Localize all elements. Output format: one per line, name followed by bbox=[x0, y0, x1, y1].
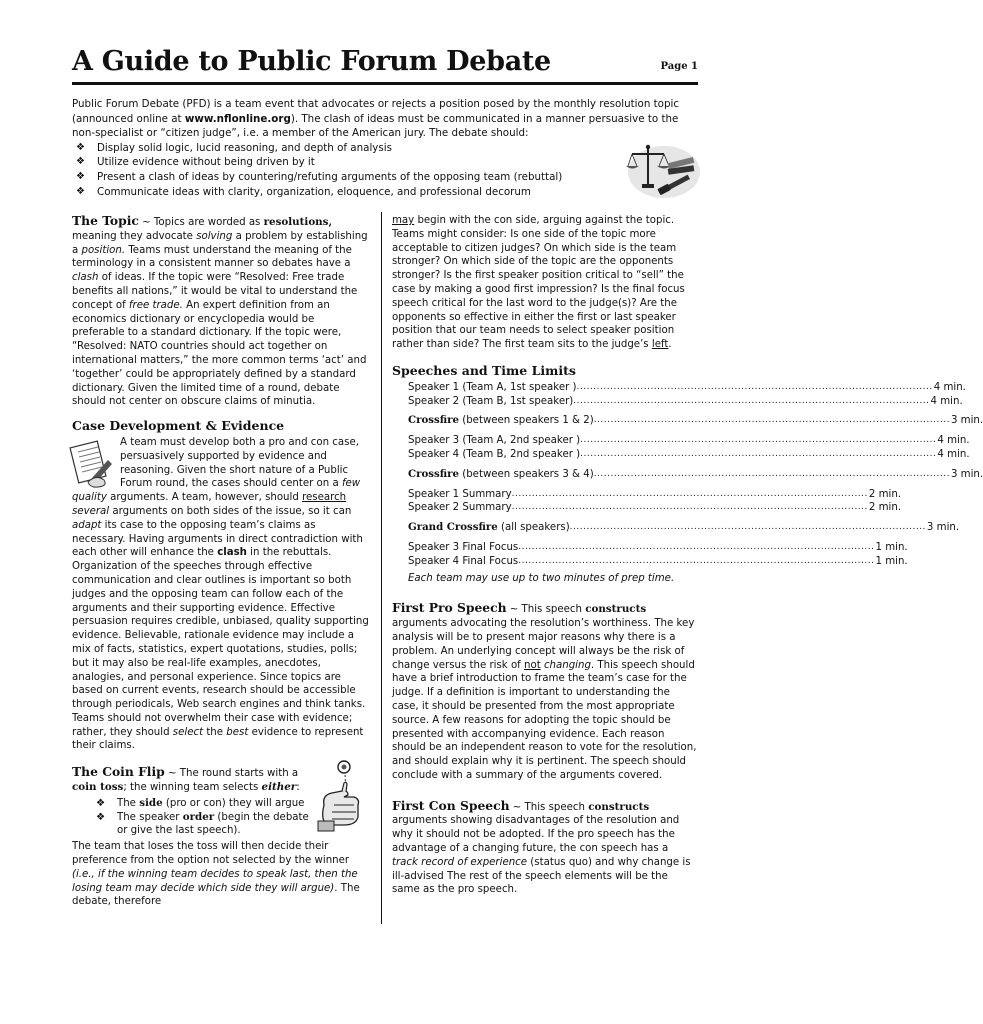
body-text: The speaker bbox=[117, 811, 183, 823]
page-header bbox=[72, 46, 698, 82]
speech-label-text: Speaker 3 (Team A, 2nd speaker ) bbox=[408, 435, 581, 447]
bullet-text: Utilize evidence without being driven by it bbox=[97, 156, 315, 169]
body-text: An expert definition from an economics dictionary or encyclopedia would be preferable to a standard dictionary. If the topic were, “Resolved: NATO countries should act together on international matters,” the more common terms ‘act’ and ‘together’ could be appropriately defined by a standard dictionary. Given the limited time of a round, debate should not center on obscure claims of minutia. bbox=[72, 299, 367, 408]
italic-term: select bbox=[172, 726, 204, 738]
body-text: . The debate, therefore bbox=[72, 882, 360, 908]
body-text: . This speech should have a brief introduction to frame the team’s case for the judge. If a definition is important to understanding the case, it should be presented from the most appropriate source. A few reasons for adopting the topic should be presented with accompanying evidence. Each reason should be an independent reason to vote for the resolution, and should explain why it is pertinent. The speech should conclude with a summary of the arguments covered. bbox=[392, 659, 697, 781]
italic-term: track record of experience bbox=[392, 856, 528, 868]
left-column bbox=[72, 214, 370, 909]
speech-label bbox=[408, 555, 518, 569]
body-text: (pro or con) they will argue bbox=[162, 797, 305, 809]
topic-heading: The Topic bbox=[72, 213, 139, 228]
header-rule bbox=[72, 82, 698, 85]
coin-flip-section bbox=[72, 765, 370, 909]
intro-bullet-list bbox=[72, 141, 684, 199]
heading-tilde: ~ bbox=[509, 801, 525, 813]
speech-label-text: Speaker 2 (Team B, 1st speaker) bbox=[408, 395, 574, 407]
bullet-icon: ❖ bbox=[76, 141, 85, 153]
bullet-text: Communicate ideas with clarity, organization, eloquence, and professional decorum bbox=[97, 185, 531, 198]
first-con-paragraph bbox=[392, 799, 697, 898]
first-con-section bbox=[392, 799, 697, 898]
body-text: of ideas. If the topic were “Resolved: Free trade benefits all nations,” it would be vital to understand the concept of bbox=[72, 272, 358, 311]
italic-term: position. bbox=[81, 244, 126, 256]
speech-time-row bbox=[408, 395, 963, 409]
case-development-heading: Case Development & Evidence bbox=[72, 418, 285, 434]
first-pro-section bbox=[392, 601, 697, 782]
body-text: arguments on both sides of the issue, so it can bbox=[109, 505, 352, 517]
body-text: the bbox=[203, 726, 227, 738]
speech-label bbox=[408, 381, 577, 395]
body-text: arguments showing disadvantages of the resolution and why it should not be adopted. If the pro speech has the advantage of a changing future, the con speech has a bbox=[392, 815, 680, 855]
speech-time: 4 min. bbox=[930, 395, 963, 407]
body-text: . bbox=[668, 339, 672, 351]
dot-leader: .......................................................................................................... bbox=[580, 435, 937, 446]
dot-leader: .......................................................................................................... bbox=[576, 381, 933, 392]
italic-term: several bbox=[72, 505, 110, 517]
speech-times-list bbox=[408, 381, 983, 569]
dot-leader: .......................................................................................................... bbox=[518, 541, 875, 552]
body-text: The bbox=[117, 797, 140, 809]
speech-label-text: (between speakers 3 & 4) bbox=[459, 468, 594, 480]
underlined-term: research bbox=[302, 492, 347, 504]
intro-text: ). The clash of ideas must be communicated in a manner persuasive to the non-specialist or “citizen judge”, i.e. a member of the American jury. The debate should: bbox=[72, 112, 679, 140]
body-text: begin with the con side, arguing against the topic. Teams might consider: Is one side of the topic more acceptable to citizen judges? On which side is the team stronger? On which side of the topic are the opponents stronger? Is the first speaker position critical to “sell” the case by making a good first impression? Is the final focus speech critical for the last word to the judge(s)? Are the opponents so effective in either the first or last speaker position that our team needs to select speaker position rather than side? The first team sits to the judge’s bbox=[392, 215, 685, 351]
dot-leader: .......................................................................................................... bbox=[518, 555, 875, 566]
underlined-term: not bbox=[524, 659, 541, 671]
speech-label-text: Speaker 1 (Team A, 1st speaker ) bbox=[408, 381, 577, 393]
body-text: A team must develop both a pro and con case, persuasively supported by evidence and reasoning. Given the short nature of a Public Forum round, the cases should center on a bbox=[120, 436, 359, 490]
heading-tilde: ~ bbox=[138, 217, 154, 228]
body-text: The team that loses the toss will then decide their preference from the option not selected by the winner bbox=[72, 841, 350, 867]
speech-time: 4 min. bbox=[937, 435, 970, 447]
column-divider bbox=[381, 212, 382, 924]
bold-term: constructs bbox=[588, 800, 650, 813]
body-text: Teams must understand the meaning of the terminology in a consistent manner so debates have a bbox=[72, 244, 352, 270]
bullet-text: Present a clash of ideas by countering/refuting arguments of the opposing team (rebuttal) bbox=[97, 170, 563, 183]
speech-label bbox=[408, 501, 512, 515]
list-item bbox=[96, 811, 370, 839]
italic-term: few quality bbox=[72, 478, 361, 504]
body-text: ; the winning team selects bbox=[123, 782, 262, 794]
prep-time-note: Each team may use up to two minutes of prep time. bbox=[408, 572, 675, 584]
speech-time: 2 min. bbox=[868, 488, 902, 500]
bold-term: clash bbox=[217, 547, 247, 559]
crossfire-label: Crossfire bbox=[408, 467, 459, 480]
bullet-icon: ❖ bbox=[76, 170, 85, 182]
speech-time-row bbox=[408, 434, 970, 448]
speech-time-row bbox=[408, 501, 902, 515]
italic-term: adapt bbox=[72, 519, 102, 531]
body-text: Topics are worded as bbox=[153, 217, 264, 228]
italic-term: free trade. bbox=[128, 299, 183, 311]
page-number: Page 1 bbox=[660, 61, 698, 72]
first-con-heading: First Con Speech bbox=[392, 797, 510, 813]
intro-section bbox=[72, 97, 684, 199]
dot-leader: .......................................................................................................... bbox=[593, 415, 950, 426]
topic-section bbox=[72, 214, 370, 409]
heading-tilde: ~ bbox=[506, 604, 522, 616]
speech-time: 3 min. bbox=[950, 468, 983, 480]
body-text: (begin the debate or give the last speech). bbox=[117, 811, 309, 837]
italic-term: clash bbox=[72, 272, 99, 284]
speech-time-row bbox=[408, 381, 966, 395]
side-selection-paragraph bbox=[392, 214, 697, 352]
speech-time-row bbox=[408, 541, 908, 555]
underlined-term: may bbox=[392, 215, 415, 226]
dot-leader: .......................................................................................................... bbox=[573, 395, 930, 406]
speech-time: 1 min. bbox=[875, 541, 908, 553]
speech-label bbox=[408, 468, 594, 482]
speech-time-row bbox=[408, 555, 908, 569]
speech-label bbox=[408, 434, 580, 448]
heading-tilde: ~ bbox=[164, 768, 180, 780]
body-text: in the rebuttals. Organization of the speeches through effective communication and clear outlines is important so both judges and the opposing team can follow each of the arguments and their supporting evidence. Effective persuasion requires credible, unbiased, quality supporting evidence. Believable, rationale evidence may include a mix of facts, statistics, expert quotations, studies, polls; but it may also be real-life examples, anecdotes, analogies, and personal experience. Since topics are based on current events, research should be accessible through periodicals, Web search engines and think tanks. Teams should not overwhelm their case with evidence; rather, they should bbox=[72, 547, 369, 738]
coin-flip-options bbox=[96, 797, 370, 838]
writing-hand-icon bbox=[68, 438, 114, 488]
speech-time-row bbox=[408, 488, 902, 502]
speech-label-text: Speaker 2 Summary bbox=[408, 502, 512, 514]
speech-label bbox=[408, 448, 580, 462]
coin-flip-heading: The Coin Flip bbox=[72, 764, 165, 780]
body-text: its case to the opposing team’s claims as necessary. Having arguments in direct contradiction with each other will enhance the bbox=[72, 519, 363, 559]
speeches-heading: Speeches and Time Limits bbox=[392, 362, 576, 378]
speech-time: 3 min. bbox=[926, 522, 960, 534]
dot-leader: .......................................................................................................... bbox=[593, 468, 950, 479]
bold-term: side bbox=[139, 796, 163, 809]
body-text: meaning they advocate bbox=[72, 230, 197, 242]
crossfire-label: Grand Crossfire bbox=[408, 521, 498, 534]
list-item bbox=[72, 141, 684, 156]
speech-label bbox=[408, 521, 570, 535]
speech-label bbox=[408, 488, 512, 502]
speech-label-text: Speaker 4 (Team B, 2nd speaker ) bbox=[408, 448, 581, 460]
speech-label-text: Speaker 1 Summary bbox=[408, 488, 512, 500]
intro-text: Public Forum Debate (PFD) is a team event that advocates or rejects a position posed by the monthly resolution topic (announced online at bbox=[72, 98, 680, 125]
speech-time-row bbox=[408, 467, 983, 482]
body-text: This speech bbox=[521, 604, 586, 616]
speech-time: 3 min. bbox=[950, 415, 983, 427]
speech-label bbox=[408, 414, 594, 428]
dot-leader: .......................................................................................................... bbox=[511, 488, 868, 499]
bold-term: constructs bbox=[585, 603, 647, 616]
first-pro-paragraph bbox=[392, 601, 697, 782]
scales-of-justice-icon bbox=[624, 138, 700, 200]
bullet-text: Display solid logic, lucid reasoning, and depth of analysis bbox=[97, 141, 392, 154]
italic-term: (i.e., if the winning team decides to speak last, then the losing team may decide which side they will argue) bbox=[72, 868, 358, 894]
coin-flip-paragraph bbox=[72, 840, 370, 909]
bullet-icon: ❖ bbox=[76, 185, 85, 197]
italic-term: solving bbox=[196, 230, 233, 242]
bullet-icon: ❖ bbox=[96, 797, 106, 809]
speech-label-text: Speaker 3 Final Focus bbox=[408, 541, 519, 553]
underlined-term: left bbox=[651, 339, 669, 351]
speech-label-text: Speaker 4 Final Focus bbox=[408, 555, 519, 567]
bullet-icon: ❖ bbox=[76, 156, 85, 168]
speech-time-row bbox=[408, 414, 983, 428]
dot-leader: .......................................................................................................... bbox=[569, 522, 926, 533]
body-text: This speech bbox=[524, 801, 589, 813]
bold-term: order bbox=[182, 810, 215, 823]
body-text: evidence to represent their claims. bbox=[72, 726, 364, 752]
website-link[interactable]: www.nflonline.org bbox=[184, 112, 291, 125]
list-item bbox=[72, 185, 684, 200]
body-text: arguments advocating the resolution’s worthiness. The key analysis will be to present major reasons why there is a problem. An underlying concept will always be the risk of change versus the risk of bbox=[392, 618, 695, 671]
speech-label bbox=[408, 541, 518, 555]
speech-time-row bbox=[408, 521, 960, 535]
body-text: (status quo) and why change is ill-advised The rest of the speech elements will be the same as the pro speech. bbox=[392, 856, 691, 896]
dot-leader: .......................................................................................................... bbox=[580, 448, 937, 459]
bold-term: resolutions, bbox=[263, 216, 333, 228]
speech-time: 4 min. bbox=[933, 381, 966, 393]
bold-term: either bbox=[261, 781, 297, 794]
body-text: arguments. A team, however, should bbox=[106, 492, 303, 504]
dot-leader: .......................................................................................................... bbox=[511, 502, 868, 513]
speech-label-text: (all speakers) bbox=[497, 522, 570, 534]
speech-time: 1 min. bbox=[875, 555, 908, 567]
right-column bbox=[392, 214, 983, 897]
body-text: a problem by establishing a bbox=[72, 230, 368, 256]
list-item bbox=[72, 170, 684, 185]
speech-time: 4 min. bbox=[937, 448, 970, 460]
list-item bbox=[72, 155, 684, 170]
speech-time-row bbox=[408, 448, 970, 462]
speech-time: 2 min. bbox=[868, 502, 902, 514]
case-development-section bbox=[72, 436, 370, 753]
first-pro-heading: First Pro Speech bbox=[392, 600, 507, 616]
bold-term: coin toss bbox=[72, 781, 124, 794]
speech-label-text: (between speakers 1 & 2) bbox=[459, 415, 594, 427]
italic-term: best bbox=[226, 726, 249, 738]
body-text: The round starts with a bbox=[179, 768, 299, 780]
body-text: : bbox=[296, 782, 300, 794]
italic-term: changing bbox=[540, 659, 591, 671]
list-item bbox=[96, 797, 370, 811]
speech-label bbox=[408, 395, 573, 409]
crossfire-label: Crossfire bbox=[408, 414, 459, 427]
bullet-icon: ❖ bbox=[96, 811, 106, 823]
intro-paragraph bbox=[72, 97, 684, 141]
page-title: A Guide to Public Forum Debate bbox=[72, 46, 551, 77]
